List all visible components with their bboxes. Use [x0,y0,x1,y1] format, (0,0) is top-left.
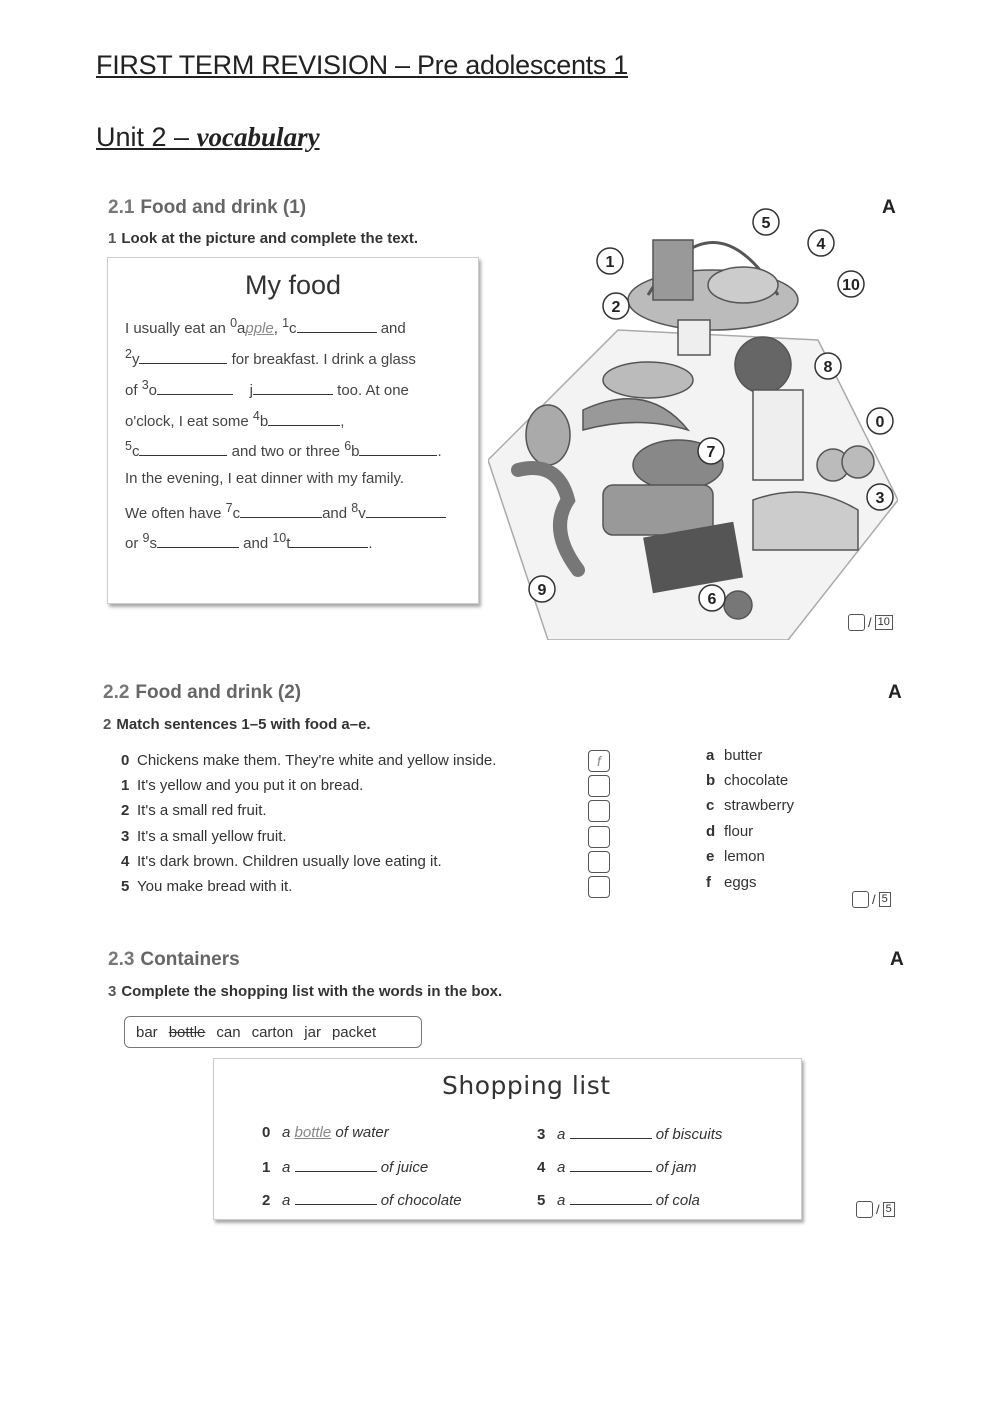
answer-box-3[interactable] [588,826,610,848]
answer-box-1[interactable] [588,775,610,797]
text-line-3: of $^3$o j too. At one [125,378,409,399]
section-title-2-3 [108,949,240,971]
text-line-2: $^2$y for breakfast. I drink a glass [125,347,416,368]
callout-label: 6 [707,591,717,608]
option-e: e lemon [706,848,765,865]
answer-blank[interactable] [570,1124,652,1139]
text-line-8: or $^9$s and $^{10}$t . [125,531,373,552]
callout-label: 7 [706,444,716,461]
unit-topic: vocabulary [196,122,320,152]
text-line-4: o'clock, I eat some $^4$b , [125,409,345,430]
level-badge: A [890,949,904,970]
answer-blank-9[interactable] [157,533,239,548]
instruction-number: 2 [103,716,112,733]
word-box [124,1016,422,1048]
callout-10 [838,271,864,297]
text-line-1: I usually eat an $^0$apple, $^1$c and [125,316,406,337]
match-sentence-0: 0 Chickens make them. They're white and yellow inside. [121,752,497,769]
section-title-2-2 [103,682,301,704]
answer-box-4[interactable] [588,851,610,873]
text-line-6: In the evening, I eat dinner with my family. [125,470,405,487]
callout-label: 10 [842,277,860,294]
card-title: My food [244,270,342,300]
section-number: 2.2 [103,682,130,703]
document-title: FIRST TERM REVISION – Pre adolescents 1 [96,50,628,80]
callout-label: 5 [761,215,771,232]
shopping-item-1: 1 a of juice [262,1159,429,1176]
score-2-1: / 10 [848,614,893,631]
level-badge: A [882,197,896,218]
option-f: f eggs [706,874,757,891]
answer-blank[interactable] [570,1190,652,1205]
instruction-text: Match sentences 1–5 with food a–e. [116,716,371,733]
callout-label: 3 [875,490,885,507]
section-name: Containers [140,949,240,970]
option-a: a butter [706,747,763,764]
answer-box-0[interactable]: f [588,750,610,772]
instruction-2 [103,716,371,733]
option-c: c strawberry [706,797,795,814]
answer-blank-6[interactable] [359,441,437,456]
callout-label: 8 [823,359,833,376]
instruction-number: 3 [108,983,117,1000]
answer-box-2[interactable] [588,800,610,822]
callout-5 [753,209,779,235]
example-answer: bottle [294,1124,332,1141]
callout-label: 2 [611,299,621,316]
food-illustration [488,200,898,640]
match-sentence-5: 5 You make bread with it. [121,878,293,895]
answer-blank-4[interactable] [268,411,340,426]
callout-7 [698,438,724,464]
word-used: bottle [168,1023,206,1041]
shopping-item-5: 5 a of cola [537,1192,700,1209]
section-number: 2.3 [108,949,135,970]
word: packet [331,1023,377,1041]
instruction-number: 1 [108,230,117,247]
shopping-item-2: 2 a of chocolate [262,1192,462,1209]
instruction-1 [108,230,418,247]
word: bar [136,1023,158,1041]
answer-blank[interactable] [570,1157,652,1172]
match-sentence-4: 4 It's dark brown. Children usually love eating it. [121,853,442,870]
section-name: Food and drink (1) [140,197,307,218]
score-max: 5 [879,892,891,907]
score-max: 10 [875,615,893,630]
score-box[interactable] [852,891,869,908]
section-name: Food and drink (2) [135,682,302,703]
match-sentence-1: 1 It's yellow and you put it on bread. [121,777,364,794]
shopping-item-4: 4 a of jam [537,1159,697,1176]
callout-label: 9 [537,582,547,599]
callout-label: 1 [605,254,615,271]
callout-2 [603,293,629,319]
option-d: d flour [706,823,754,840]
example-answer: pple [245,320,274,337]
option-b: b chocolate [706,772,789,789]
callout-3 [867,484,893,510]
unit-title [96,122,320,153]
answer-blank[interactable] [295,1190,377,1205]
answer-box-5[interactable] [588,876,610,898]
my-food-card [107,257,479,604]
instruction-3 [108,983,502,1000]
callout-1 [597,248,623,274]
callout-6 [699,585,725,611]
answer-blank-5[interactable] [139,441,227,456]
score-box[interactable] [856,1201,873,1218]
unit-prefix: Unit 2 – [96,122,190,152]
callout-label: 4 [816,236,826,253]
score-max: 5 [883,1202,895,1217]
instruction-text: Complete the shopping list with the words in the box. [121,983,503,1000]
word: can [216,1023,241,1041]
match-sentence-3: 3 It's a small yellow fruit. [121,828,287,845]
shopping-list-card [213,1058,802,1220]
callout-label: 0 [875,414,885,431]
callout-8 [815,353,841,379]
answer-blank[interactable] [295,1157,377,1172]
answer-blank-8[interactable] [366,503,446,518]
text-line-7: We often have $^7$c and $^8$v [125,501,446,522]
callout-0 [867,408,893,434]
card-title: Shopping list [442,1071,611,1100]
score-box[interactable] [848,614,865,631]
answer-blank-1[interactable] [297,318,377,333]
match-sentence-2: 2 It's a small red fruit. [121,802,267,819]
score-2-2: / 5 [852,891,891,908]
shopping-item-0: 0 a bottle of water [262,1124,389,1141]
callout-9 [529,576,555,602]
answer-blank-7[interactable] [240,503,322,518]
word: carton [251,1023,294,1041]
answer-blank-3a[interactable] [157,380,233,395]
shopping-item-3: 3 a of biscuits [537,1126,723,1143]
section-title-2-1 [108,197,306,219]
word: jar [304,1023,321,1041]
text-line-5: $^5$c and two or three $^6$b . [125,439,442,460]
answer-blank-2[interactable] [139,349,227,364]
score-2-3: / 5 [856,1201,895,1218]
answer-blank-10[interactable] [290,533,368,548]
callout-4 [808,230,834,256]
answer-blank-3b[interactable] [253,380,333,395]
section-number: 2.1 [108,197,135,218]
instruction-text: Look at the picture and complete the text. [121,230,419,247]
level-badge: A [888,682,902,703]
